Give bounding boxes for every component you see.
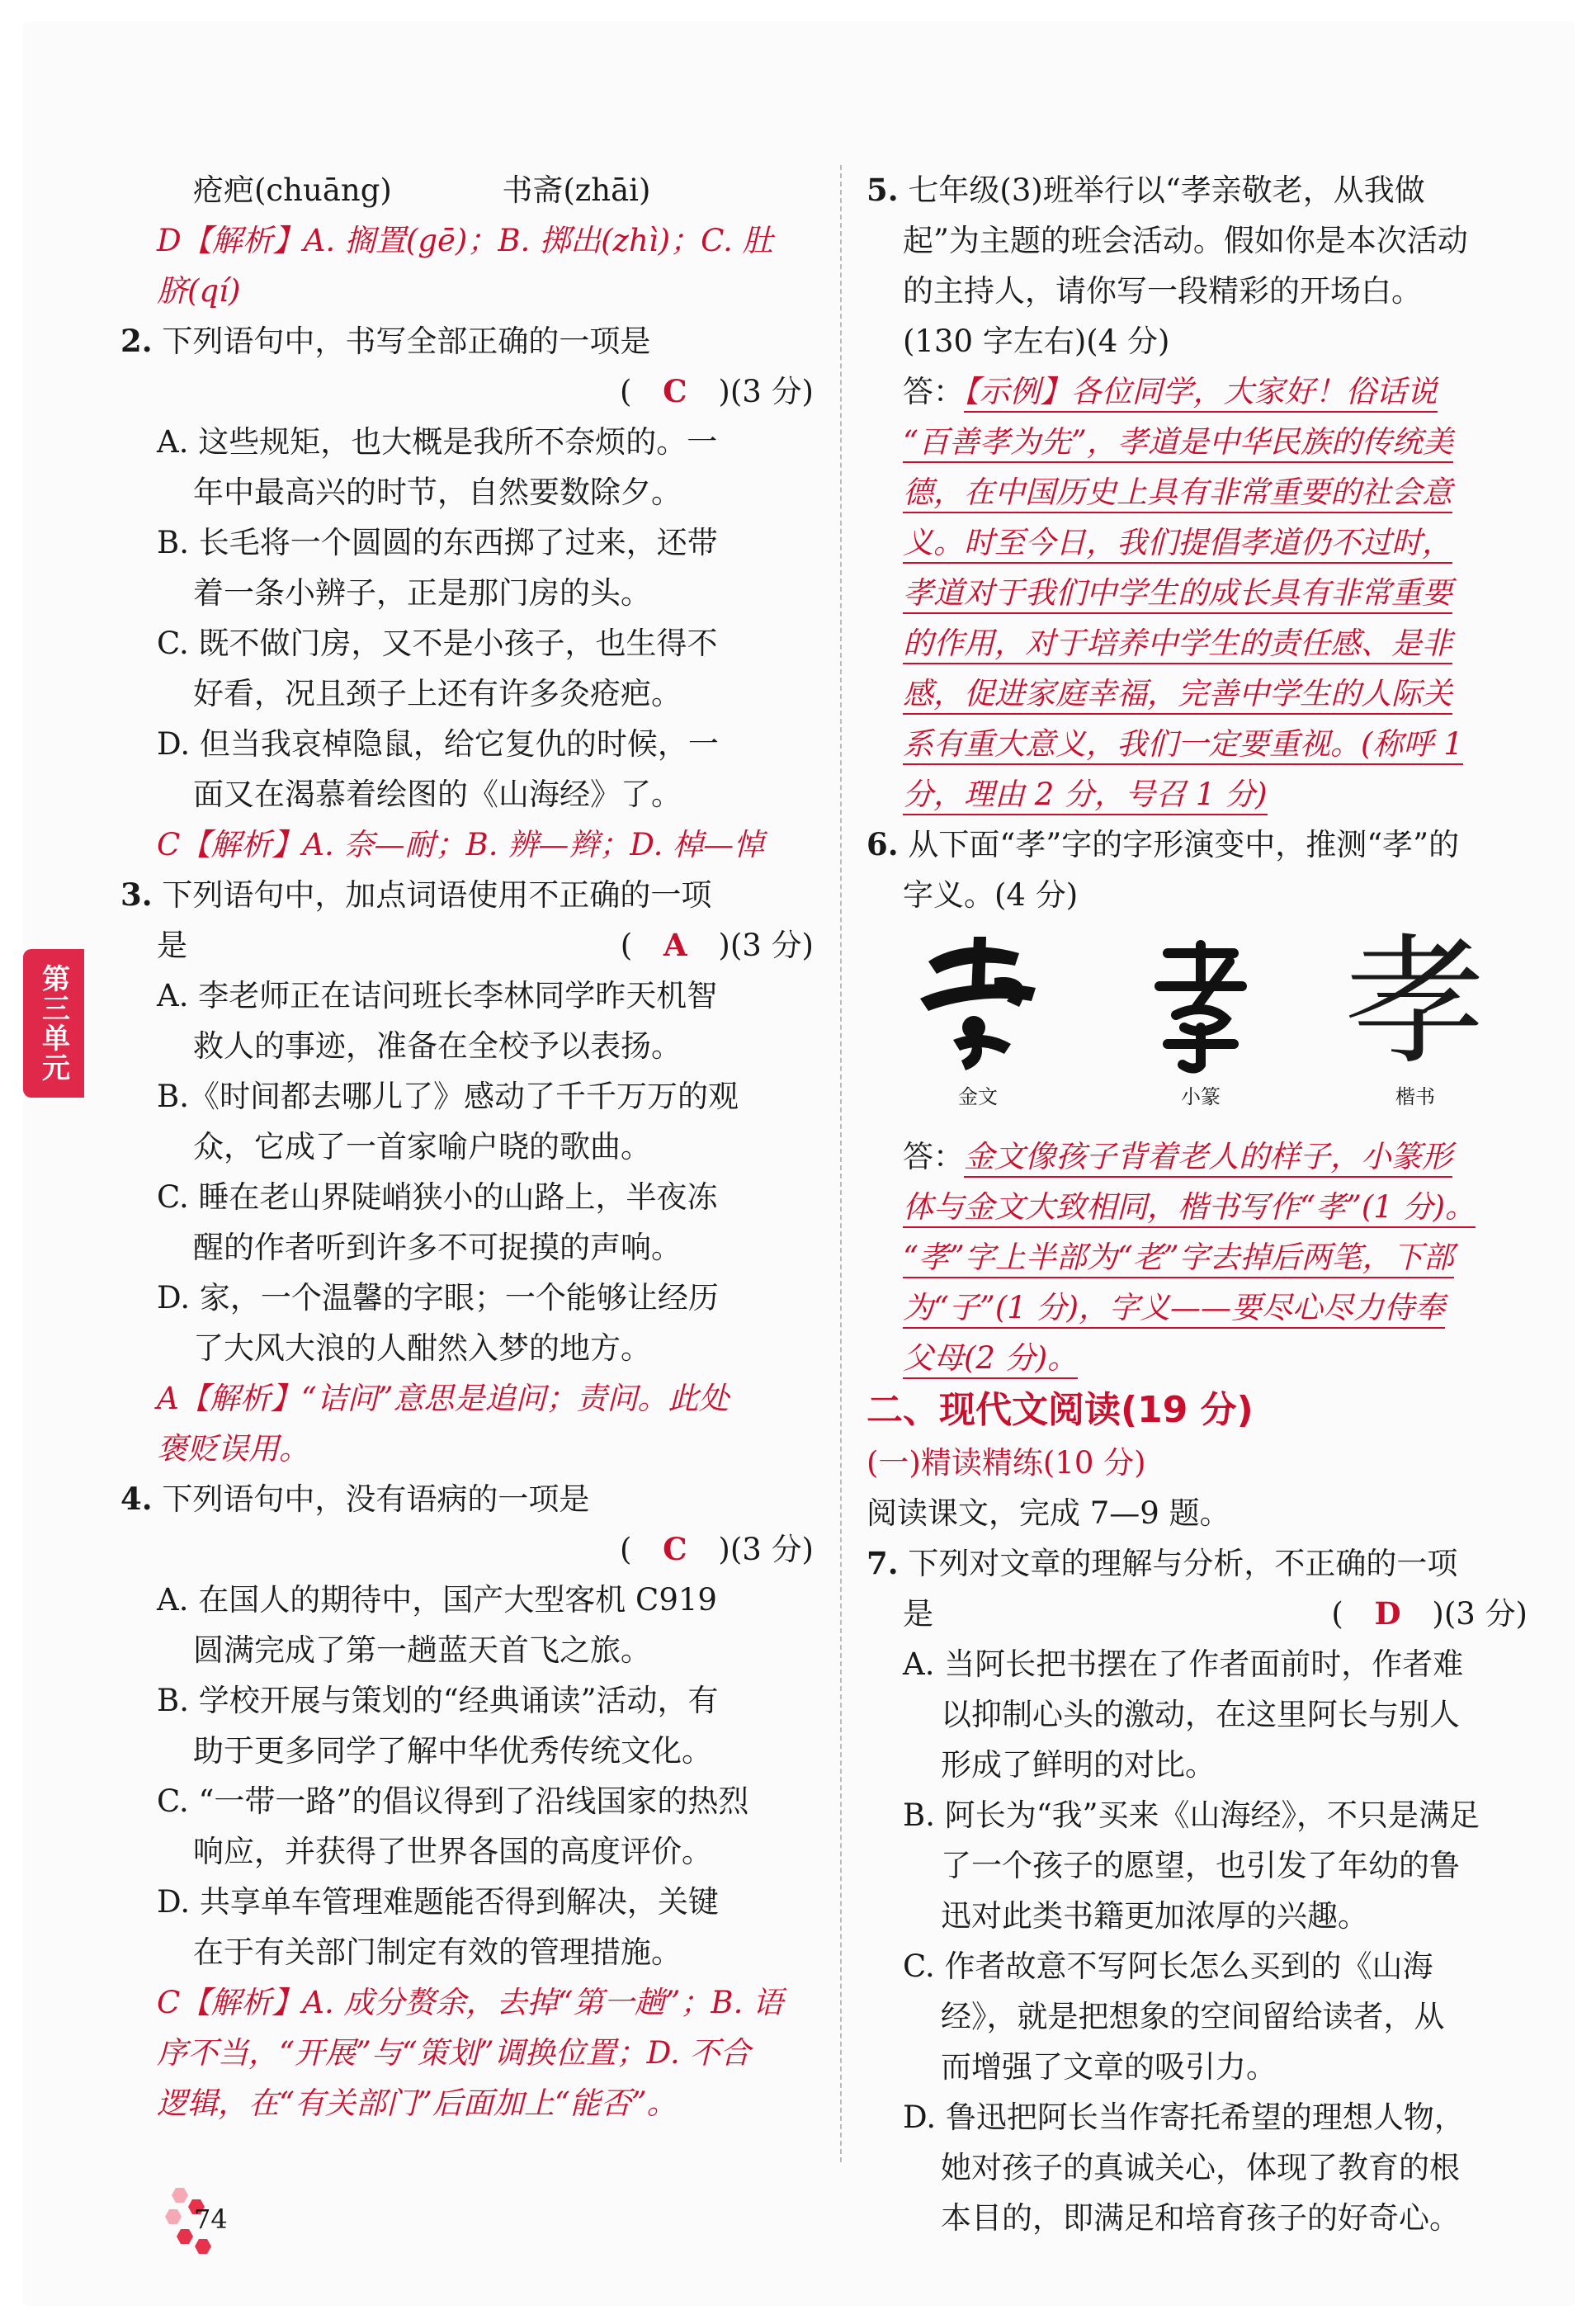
pinyin-item: 疮疤(chuāng) (193, 172, 392, 208)
q7-option-b-cont: 了一个孩子的愿望，也引发了年幼的鲁 (941, 1848, 1460, 1883)
glyph-label: 楷书 (1395, 1085, 1435, 1108)
q3-stem-cont (157, 920, 817, 971)
answer-text: 义。时至今日，我们提倡孝道仍不过时， (903, 525, 1452, 564)
q5-answer-line (866, 769, 1531, 820)
q4-option-a: A. 在国人的期待中，国产大型客机 C919 (157, 1582, 717, 1618)
glyph-evolution-figure (866, 921, 1531, 1127)
q3-analysis-cont: 褒贬误用。 (157, 1431, 309, 1467)
jinwen-xiao-glyph (895, 928, 1060, 1077)
q3-option-a: A. 李老师正在诘问班长李林同学昨天机智 (157, 978, 718, 1013)
q6-stem (866, 820, 1531, 870)
score: )(3 分) (1432, 1596, 1528, 1632)
question-number: 6. (866, 826, 899, 862)
answer-prefix: 答： (903, 374, 964, 409)
q3-option-d: D. 家，一个温馨的字眼；一个能够让经历 (157, 1280, 719, 1316)
question-number: 5. (866, 172, 899, 208)
question-text: 下列语句中，加点词语使用不正确的一项 (162, 877, 712, 913)
q3-option-a-cont: 救人的事迹，准备在全校予以表扬。 (193, 1028, 682, 1064)
answer-text: 【示例】各位同学，大家好！俗话说 (964, 374, 1438, 413)
q4-analysis-cont: 序不当，“开展”与“策划”调换位置；D. 不合 (157, 2035, 751, 2071)
paren-open: ( (619, 1532, 632, 1567)
q3-option-c-cont: 醒的作者听到许多不可捉摸的声响。 (193, 1230, 682, 1265)
q4-analysis-cont2: 逻辑，在“有关部门”后面加上“能否”。 (157, 2085, 678, 2121)
q7-option-b: B. 阿长为“我”买来《山海经》，不只是满足 (903, 1797, 1480, 1833)
answer-text: “百善孝为先”，孝道是中华民族的传统美 (903, 424, 1453, 463)
answer-prefix: 答： (903, 1139, 964, 1174)
q5-answer-line (866, 417, 1531, 467)
section-subtitle: (一)精读精练(10 分) (866, 1445, 1146, 1481)
pinyin-item: 书斋(zhāi) (502, 172, 651, 208)
q2-option-d: D. 但当我哀棹隐鼠，给它复仇的时候，一 (157, 726, 719, 762)
right-column (866, 165, 1531, 2243)
question-text-cont: 是 (903, 1596, 933, 1632)
q6-answer-line (866, 1333, 1531, 1383)
q7-option-c: C. 作者故意不写阿长怎么买到的《山海 (903, 1948, 1433, 1984)
score: )(3 分) (718, 1532, 814, 1567)
answer-letter: A (663, 927, 687, 963)
answer-letter: C (663, 1531, 687, 1567)
answer-text: 系有重大意义，我们一定要重视。(称呼 1 (903, 726, 1463, 765)
answer-text: 孝道对于我们中学生的成长具有非常重要 (903, 575, 1452, 614)
q3-option-b-cont: 众，它成了一首家喻户晓的歌曲。 (193, 1129, 651, 1164)
answer-text: 为“子”(1 分)，字义——要尽心尽力侍奉 (903, 1290, 1445, 1329)
q6-answer-line (866, 1131, 1531, 1182)
score: )(3 分) (718, 928, 814, 963)
q7-stem-cont (866, 1589, 1531, 1639)
question-text: 七年级(3)班举行以“孝亲敬老，从我做 (908, 172, 1425, 208)
answer-text: “孝”字上半部为“老”字去掉后两笔，下部 (903, 1240, 1454, 1278)
paren-open: ( (1331, 1596, 1343, 1632)
q5-stem-cont: 的主持人，请你写一段精彩的开场白。 (903, 273, 1422, 309)
q2-option-a: A. 这些规矩，也大概是我所不奈烦的。一 (157, 424, 718, 460)
column-divider (840, 165, 842, 2162)
q5-stem-cont: 起”为主题的班会活动。假如你是本次活动 (903, 223, 1468, 258)
question-number: 2. (120, 323, 153, 359)
question-text: 下列语句中，书写全部正确的一项是 (162, 324, 651, 359)
q7-option-d-cont: 她对孩子的真诚关心，体现了教育的根 (941, 2150, 1460, 2185)
q1-analysis-cont: 脐(qí) (157, 273, 241, 309)
answer-text: 分，理由 2 分，号召 1 分) (903, 777, 1268, 815)
q3-answer-slot (621, 920, 817, 971)
glyph-kaishu (1320, 921, 1510, 1109)
left-column (120, 165, 817, 2128)
q5-stem-cont: (130 字左右)(4 分) (903, 324, 1170, 359)
q2-option-b: B. 长毛将一个圆圆的东西掷了过来，还带 (157, 525, 718, 560)
question-number: 7. (866, 1545, 899, 1581)
glyph-label: 金文 (958, 1085, 998, 1108)
paren-open: ( (619, 374, 632, 409)
question-text: 下列对文章的理解与分析，不正确的一项 (908, 1546, 1458, 1581)
answer-letter: D (1374, 1595, 1401, 1632)
q6-answer-line (866, 1232, 1531, 1282)
q4-option-c-cont: 响应，并获得了世界各国的高度评价。 (193, 1834, 712, 1869)
question-text: 下列语句中，没有语病的一项是 (162, 1481, 590, 1517)
q2-option-c-cont: 好看，况且颈子上还有许多灸疮疤。 (193, 676, 682, 711)
q7-answer-slot (1331, 1589, 1531, 1639)
q5-answer-line (866, 366, 1531, 417)
q4-option-b: B. 学校开展与策划的“经典诵读”活动，有 (157, 1683, 719, 1718)
answer-text: 体与金文大致相同，楷书写作“孝”(1 分)。 (903, 1189, 1476, 1228)
xiaozhuan-xiao-glyph (1118, 928, 1283, 1077)
q2-option-c: C. 既不做门房，又不是小孩子，也生得不 (157, 626, 718, 661)
answer-letter: C (663, 373, 687, 409)
q5-answer-line (866, 668, 1531, 719)
q6-stem-cont: 字义。(4 分) (903, 877, 1079, 913)
q7-option-c-cont: 而增强了文章的吸引力。 (941, 2049, 1277, 2085)
score: )(3 分) (718, 374, 814, 409)
paren-open: ( (620, 928, 633, 963)
answer-text: 的作用，对于培养中学生的责任感、是非 (903, 626, 1452, 664)
q7-option-d-cont: 本目的，即满足和培育孩子的好奇心。 (941, 2200, 1460, 2236)
question-text: 从下面“孝”字的字形演变中，推测“孝”的 (908, 827, 1460, 862)
section-title: 二、现代文阅读(19 分) (866, 1389, 1254, 1431)
q3-option-d-cont: 了大风大浪的人酣然入梦的地方。 (193, 1330, 651, 1366)
q5-stem (866, 165, 1531, 215)
q7-option-a-cont: 以抑制心头的激动，在这里阿长与别人 (941, 1697, 1460, 1732)
question-number: 3. (120, 876, 153, 913)
q7-option-a-cont: 形成了鲜明的对比。 (941, 1747, 1216, 1783)
q4-answer-slot (157, 1524, 817, 1575)
q5-answer-line (866, 467, 1531, 517)
answer-text: 德，在中国历史上具有非常重要的社会意 (903, 475, 1452, 513)
unit-side-tab: 第三单元 (23, 949, 84, 1098)
glyph-label: 小篆 (1181, 1085, 1221, 1108)
q5-answer-line (866, 568, 1531, 618)
kaishu-xiao-glyph: 孝 (1344, 921, 1485, 1084)
q7-option-d: D. 鲁迅把阿长当作寄托希望的理想人物， (903, 2100, 1465, 2135)
q4-option-a-cont: 圆满完成了第一趟蓝天首飞之旅。 (193, 1632, 651, 1668)
answer-text: 父母(2 分)。 (903, 1340, 1078, 1379)
q2-answer-slot (157, 366, 817, 417)
pinyin-row (157, 165, 817, 215)
q3-analysis: A【解析】“诘问”意思是追问；责问。此处 (157, 1381, 730, 1416)
q5-answer-line (866, 719, 1531, 769)
q6-answer-line (866, 1182, 1531, 1232)
q4-analysis: C【解析】A. 成分赘余，去掉“第一趟”；B. 语 (157, 1985, 784, 2020)
q7-option-a: A. 当阿长把书摆在了作者面前时，作者难 (903, 1646, 1464, 1682)
page-number: 74 (194, 2204, 228, 2235)
q4-option-d-cont: 在于有关部门制定有效的管理措施。 (193, 1934, 682, 1970)
q4-option-d: D. 共享单车管理难题能否得到解决，关键 (157, 1884, 719, 1920)
q6-answer-line (866, 1282, 1531, 1333)
q2-analysis: C【解析】A. 奈—耐；B. 辨—辫；D. 棹—悼 (157, 827, 765, 862)
q4-stem (120, 1474, 817, 1524)
q5-answer-line (866, 517, 1531, 568)
q2-option-d-cont: 面又在渴慕着绘图的《山海经》了。 (193, 777, 682, 812)
glyph-jinwen (883, 928, 1073, 1109)
q2-option-b-cont: 着一条小辨子，正是那门房的头。 (193, 575, 651, 611)
q7-stem (866, 1538, 1531, 1589)
q5-answer-line (866, 618, 1531, 668)
q4-option-b-cont: 助于更多同学了解中华优秀传统文化。 (193, 1733, 712, 1769)
q3-option-b: B.《时间都去哪儿了》感动了千千万万的观 (157, 1079, 739, 1114)
q7-option-b-cont: 迅对此类书籍更加浓厚的兴趣。 (941, 1898, 1368, 1934)
q3-option-c: C. 睡在老山界陡峭狭小的山路上，半夜冻 (157, 1179, 718, 1215)
q2-stem (120, 316, 817, 366)
question-text-cont: 是 (157, 928, 187, 963)
q1-analysis: D【解析】A. 搁置(gē)；B. 掷出(zhì)；C. 肚 (157, 223, 773, 258)
q2-option-a-cont: 年中最高兴的时节，自然要数除夕。 (193, 475, 682, 510)
section-intro: 阅读课文，完成 7—9 题。 (866, 1495, 1230, 1531)
q4-option-c: C. “一带一路”的倡议得到了沿线国家的热烈 (157, 1783, 749, 1819)
answer-text: 感，促进家庭幸福，完善中学生的人际关 (903, 676, 1452, 715)
answer-text: 金文像孩子背着老人的样子，小篆形 (964, 1139, 1452, 1178)
q3-stem (120, 870, 817, 920)
glyph-xiaozhuan (1106, 928, 1296, 1109)
question-number: 4. (120, 1481, 153, 1517)
q7-option-c-cont: 经》，就是把想象的空间留给读者，从 (941, 1999, 1445, 2034)
